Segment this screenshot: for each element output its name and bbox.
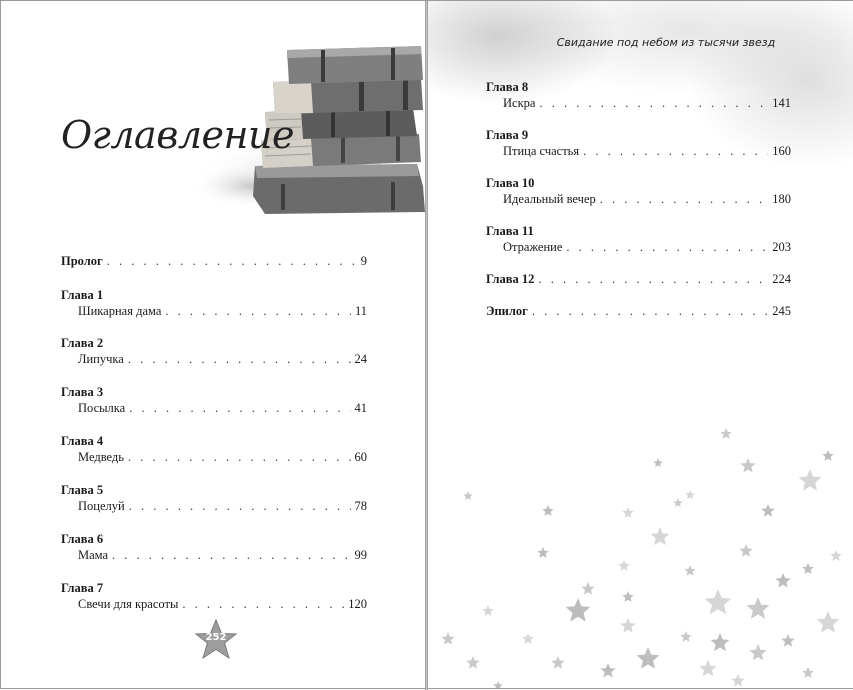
star-icon xyxy=(802,563,813,574)
entry-label: Отражение xyxy=(503,240,563,254)
page-number: 78 xyxy=(354,499,367,513)
chapter-heading: Глава 11 xyxy=(486,224,534,238)
entry-label: Посылка xyxy=(78,401,126,415)
star-icon xyxy=(775,573,790,588)
star-icon xyxy=(799,469,822,491)
star-icon xyxy=(739,544,752,557)
page-number: 224 xyxy=(772,272,791,286)
page-title: Оглавление xyxy=(61,113,295,157)
page-number: 99 xyxy=(354,548,367,562)
dot-leader xyxy=(583,143,768,159)
entry-label: Пролог xyxy=(61,254,103,268)
toc-entry xyxy=(61,580,367,612)
star-icon xyxy=(802,667,813,678)
star-icon xyxy=(673,498,683,507)
star-icon xyxy=(653,458,663,467)
dot-leader xyxy=(566,239,768,255)
chapter-heading: Глава 8 xyxy=(486,80,529,94)
entry-label: Эпилог xyxy=(486,304,528,318)
toc-entry xyxy=(486,175,791,207)
dot-leader xyxy=(128,449,351,465)
star-icon xyxy=(493,681,503,688)
star-icon xyxy=(740,458,755,473)
entry-label: Птица счастья xyxy=(503,144,580,158)
chapter-heading: Глава 5 xyxy=(61,483,104,497)
page-number: 160 xyxy=(772,144,791,158)
toc-entry xyxy=(61,433,367,465)
star-icon xyxy=(618,560,629,571)
star-icon xyxy=(731,674,744,687)
page-number: 41 xyxy=(354,401,367,415)
star-icon xyxy=(537,547,548,558)
star-icon xyxy=(680,631,691,642)
page-number: 120 xyxy=(348,597,367,611)
star-icon xyxy=(781,634,794,647)
star-icon xyxy=(441,632,454,645)
chapter-heading: Глава 2 xyxy=(61,336,104,350)
toc-entry xyxy=(486,127,791,159)
chapter-heading: Глава 6 xyxy=(61,532,104,546)
star-icon xyxy=(685,490,695,499)
toc-entry xyxy=(61,287,367,319)
dot-leader xyxy=(538,271,768,287)
running-head: Свидание под небом из тысячи звезд xyxy=(556,36,776,49)
toc-entry xyxy=(61,335,367,367)
star-icon xyxy=(705,589,732,614)
star-icon xyxy=(600,663,615,678)
chapter-heading: Глава 3 xyxy=(61,385,104,399)
page-number: 245 xyxy=(772,304,791,318)
chapter-heading: Глава 9 xyxy=(486,128,529,142)
star-icon xyxy=(622,507,633,518)
toc-entry xyxy=(486,271,791,287)
dot-leader xyxy=(182,596,344,612)
star-icon xyxy=(711,633,730,651)
entry-label: Медведь xyxy=(78,450,124,464)
star-icon xyxy=(720,428,731,439)
right-page xyxy=(428,1,853,688)
page-number: 203 xyxy=(772,240,791,254)
toc-entry xyxy=(61,482,367,514)
dot-leader xyxy=(539,95,768,111)
chapter-heading: Глава 7 xyxy=(61,581,104,595)
toc-entry xyxy=(486,223,791,255)
dot-leader xyxy=(107,253,357,269)
star-icon xyxy=(817,611,840,633)
star-icon xyxy=(482,605,493,616)
star-icon xyxy=(551,656,564,669)
star-icon xyxy=(622,591,633,602)
chapter-heading: Глава 10 xyxy=(486,176,535,190)
star-icon xyxy=(699,660,716,676)
stars-pattern-icon xyxy=(428,401,853,688)
star-icon xyxy=(463,491,473,500)
dot-leader xyxy=(532,303,768,319)
star-icon xyxy=(747,597,770,619)
star-icon xyxy=(620,618,635,633)
page-number: 9 xyxy=(360,254,367,268)
star-icon xyxy=(830,550,841,561)
dot-leader xyxy=(112,547,350,563)
dot-leader xyxy=(129,498,351,514)
entry-label: Искра xyxy=(503,96,536,110)
entry-label: Липучка xyxy=(78,352,124,366)
star-icon xyxy=(581,582,594,595)
toc-entry xyxy=(61,531,367,563)
entry-label: Свечи для красоты xyxy=(78,597,179,611)
toc-entry xyxy=(61,384,367,416)
entry-label: Глава 12 xyxy=(486,272,535,286)
page-number-badge xyxy=(194,619,238,661)
toc-entry xyxy=(486,303,791,319)
star-icon xyxy=(637,647,660,669)
star-icon xyxy=(522,633,533,644)
page-number: 141 xyxy=(772,96,791,110)
dot-leader xyxy=(600,191,769,207)
star-icon xyxy=(822,450,833,461)
dot-leader xyxy=(129,400,350,416)
entry-label: Шикарная дама xyxy=(78,304,162,318)
entry-label: Поцелуй xyxy=(78,499,125,513)
page-number: 180 xyxy=(772,192,791,206)
star-icon xyxy=(651,527,670,545)
left-page xyxy=(1,1,425,688)
page-number: 252 xyxy=(205,632,227,643)
page-number: 11 xyxy=(354,304,367,318)
page-number: 24 xyxy=(354,352,367,366)
chapter-heading: Глава 1 xyxy=(61,288,104,302)
star-icon xyxy=(466,656,479,669)
star-icon xyxy=(566,598,591,622)
chapter-heading: Глава 4 xyxy=(61,434,104,448)
page-number: 60 xyxy=(354,450,367,464)
star-icon xyxy=(684,565,695,576)
dot-leader xyxy=(165,303,351,319)
entry-label: Мама xyxy=(78,548,109,562)
dot-leader xyxy=(128,351,351,367)
star-icon xyxy=(749,644,766,660)
star-icon xyxy=(542,505,553,516)
toc-entry xyxy=(486,79,791,111)
star-icon xyxy=(761,504,774,517)
entry-label: Идеальный вечер xyxy=(503,192,596,206)
toc-entry xyxy=(61,253,367,269)
